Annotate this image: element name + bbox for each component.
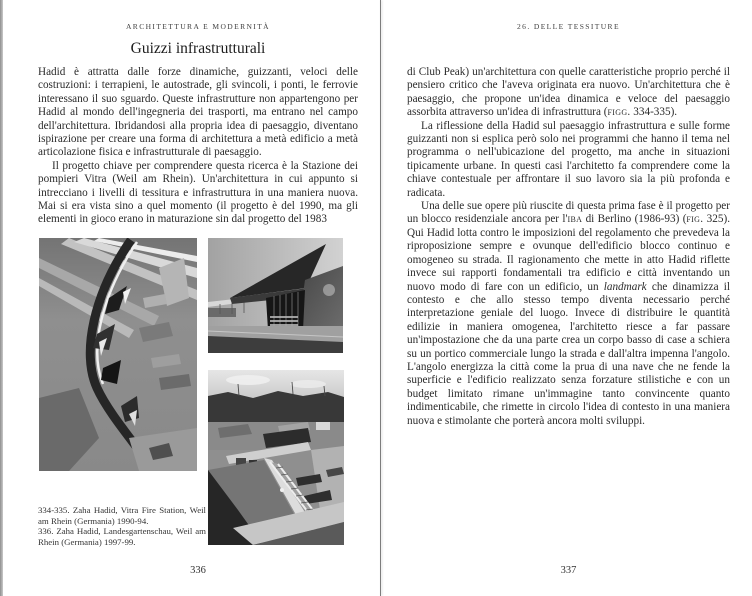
paragraph: Il progetto chiave per comprendere questa ricerca è la Stazione dei pompieri Vitra (Weil am Rhein). Un'architettura in cui appunto si intrecciano i livelli di tessitura e infrastruttura in una maniera nuova. Mai si era vista sino a quel momento (il progetto è del 1990, ma gli elementi in gioco erano in maturazione sin dal progetto del 1983	[38, 159, 358, 226]
figure-336-landesgartenschau-photo	[208, 370, 344, 545]
paragraph: di Club Peak) un'architettura con quelle caratteristiche proprio perché il pensiero critico che l'aveva originata era nuovo. Un'architettura che è paesaggio, che propone un'idea dinamica e veloce del paesaggio assorbita attraverso un'idea di infrastruttura (figg. 334-335).	[407, 66, 730, 119]
caption-line: 334-335. Zaha Hadid, Vitra Fire Station, Weil am Rhein (Germania) 1990-94.	[38, 505, 206, 526]
running-head-left: ARCHITETTURA E MODERNITÀ	[125, 22, 270, 31]
vitra-painting-image	[39, 238, 197, 471]
paragraph: Hadid è attratta dalle forze dinamiche, guizzanti, veloci delle costruzioni: i terrapieni, le autostrade, gli svincoli, i ponti, le ferrovie interessano il suo sguardo. Queste infrastrutture non appartengono per Hadid al mondo dell'ingegneria dei trasporti, ma entrano nel campo dell'architettura. Ibridandosi alla propria idea di paesaggio, diventano ispirazione per creare una forma di architettura a metà edificio a metà articolazione fisica e infrastrutturale di paesaggio.	[38, 66, 358, 159]
figure-334-vitra-painting	[39, 238, 197, 471]
figure-335-vitra-fire-station-photo	[208, 238, 343, 353]
section-title: Guizzi infrastrutturali	[130, 40, 266, 57]
vitra-photo-image	[208, 238, 343, 353]
caption-line: 336. Zaha Hadid, Landesgartenschau, Weil am Rhein (Germania) 1997-99.	[38, 526, 206, 547]
figure-caption	[38, 505, 206, 547]
body-text-right	[407, 66, 730, 428]
paragraph: La riflessione della Hadid sul paesaggio infrastruttura e sulle forme guizzanti non si esplica però solo nei programmi che hanno il tema nel programma o nell'ubicazione del progetto, ma anche in situazioni tipicamente urbane. In questi casi l'architetto fa comprendere come la chiave contestuale per affrontare il suo lavoro sia la più profonda e radicata.	[407, 119, 730, 199]
page-number-left: 336	[190, 565, 206, 576]
paragraph: Una delle sue opere più riuscite di questa prima fase è il progetto per un blocco residenziale ancora per l'iba di Berlino (1986-93) (fig. 325). Qui Hadid lotta contro le imposizioni del regolamento che prevedeva la riproposizione sempre e ovunque dell'edificio blocco continuo e omogeneo su strada. Il ragionamento che mette in atto Hadid riflette invece sui rapporti fondamentali tra edificio e città inventando un nuovo modo di fare con un edificio, un landmark che dinamizza il contesto e che allo stesso tempo diventa necessario perché interpretazione geniale del luogo. Invece di distribuire le quantità edilizie in maniera omogenea, l'architetto riesce a far passare un'impostazione che da una parte crea un corpo basso di case a schiera su un portico commerciale lungo la strada e dall'altra impenna l'angolo. L'angolo energizza la città come la prua di una nave che ne fende la superficie e l'edificio realizzato senza forzature stilistiche e con un budget limitato rimane un'immagine tanto convincente quanto indimenticabile, che rimette in circolo l'idea di contesto in una maniera nuova e stimolante che porterà ancora molti sviluppi.	[407, 200, 730, 427]
page-right	[381, 0, 752, 596]
page-number-right: 337	[560, 565, 577, 576]
landesgartenschau-image	[208, 370, 344, 545]
body-text-left	[38, 66, 358, 227]
running-head-right: 26. DELLE TESSITURE	[517, 22, 620, 31]
